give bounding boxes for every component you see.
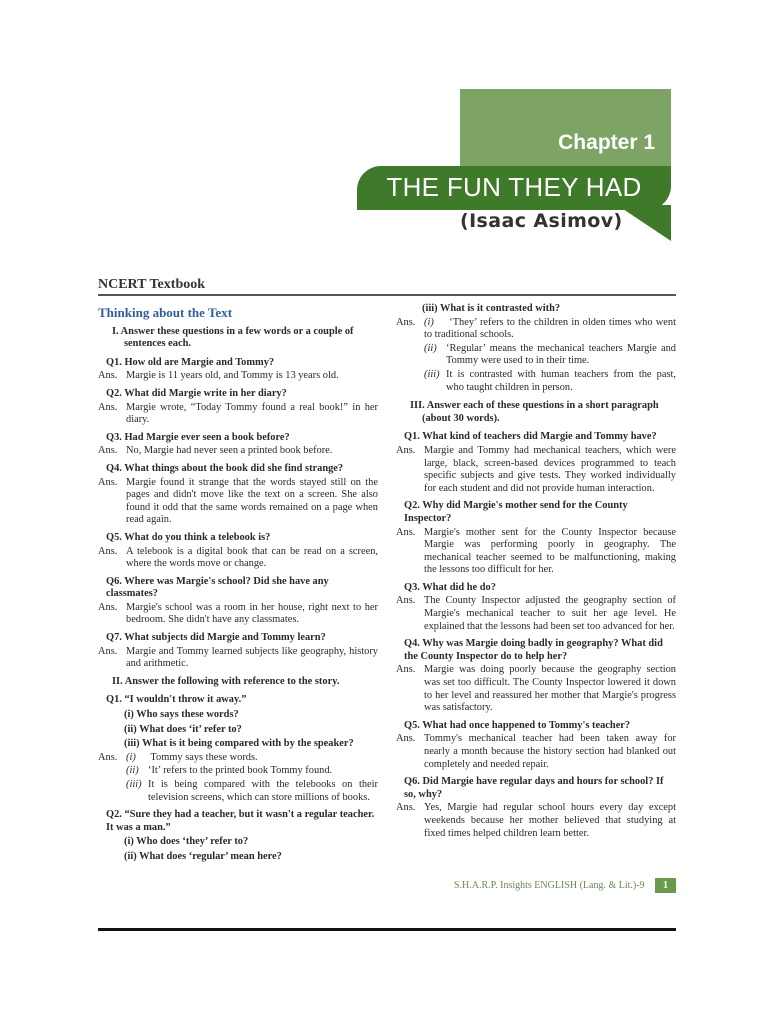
sub-question: (ii) What does ‘regular’ mean here? [124, 850, 282, 862]
question: Q6. Where was Margie's school? Did she have any classmates? [106, 575, 329, 600]
question: Q1. “I wouldn't throw it away.” [106, 694, 247, 706]
section-heading: NCERT Textbook [98, 277, 206, 292]
question: Q2. What did Margie write in her diary? [106, 387, 287, 399]
question: Q5. What do you think a telebook is? [106, 531, 271, 543]
left-column [98, 303, 378, 865]
answer: Ans. Margie and Tommy had mechanical teachers, which were large, black, screen-based devices programmed to teach specific subjects and give tests. They worked individually for each student and did not provide human interaction. [396, 444, 676, 494]
answer: Ans. Margie's mother sent for the County Inspector because Margie was performing poorly in geography. The mechanical teacher seemed to be malfunctioning, making the lessons too difficult for her. [396, 526, 676, 576]
question: Q5. What had once happened to Tommy's teacher? [404, 719, 631, 731]
answer: Ans. No, Margie had never seen a printed book before. [98, 445, 333, 457]
sub-question: (ii) What does ‘it’ refer to? [124, 723, 242, 735]
bottom-rule [98, 928, 676, 931]
chapter-banner [460, 89, 671, 174]
answer: Ans. Yes, Margie had regular school hours every day except weekends because her mother believed that studying at fixed times helped children learn better. [396, 802, 676, 839]
answer: Ans. Margie's school was a room in her house, right next to her bedroom. She didn't have any classmates. [98, 601, 378, 626]
chapter-label: Chapter 1 [558, 131, 655, 154]
question: Q4. What things about the book did she find strange? [106, 462, 344, 474]
answer: Ans. Tommy's mechanical teacher had been taken away for nearly a month because the history section had blanked out completely and needed repair. [396, 733, 676, 770]
sub-question: (iii) What is it contrasted with? [422, 303, 561, 314]
answer: Ans. Margie found it strange that the words stayed still on the pages and didn't move like the text on a screen. She also found it odd that the same words remained on a page when read again. [98, 476, 378, 526]
answer-item: (iii) It is being compared with the telebooks on their television screens, which can store millions of books. [126, 779, 378, 803]
answer: Ans. The County Inspector adjusted the geography section of Margie's mechanical teacher to suit her age level. He explained that the lessons had been set too advanced for her. [396, 595, 676, 632]
question: Q3. What did he do? [404, 581, 496, 593]
footer-text: S.H.A.R.P. Insights ENGLISH (Lang. & Lit.)-9 [454, 880, 645, 891]
answer: Ans. Margie wrote, “Today Tommy found a real book!” in her diary. [98, 401, 378, 426]
answer-item: (ii) ‘Regular’ means the mechanical teachers Margie and Tommy were used to in their time. [424, 342, 676, 367]
sub-question: (i) Who says these words? [124, 709, 239, 721]
question: Q6. Did Margie have regular days and hours for school? If so, why? [404, 776, 664, 800]
answer-item: (ii) ‘It’ refers to the printed book Tommy found. [126, 765, 333, 777]
question: Q7. What subjects did Margie and Tommy learn? [106, 632, 326, 644]
page-number: 1 [655, 878, 676, 893]
chapter-title: THE FUN THEY HAD [386, 172, 642, 202]
instruction: I. Answer these questions in a few words or a couple of sentences each. [112, 325, 354, 350]
sub-question: (i) Who does ‘they’ refer to? [124, 836, 249, 848]
title-banner [357, 166, 671, 210]
section-rule [98, 294, 676, 296]
answer-item: (iii) It is contrasted with human teachers from the past, who taught children in person. [424, 368, 676, 393]
sub-heading: Thinking about the Text [98, 305, 233, 320]
question: Q4. Why was Margie doing badly in geography? What did the County Inspector do to help her? [404, 638, 663, 662]
instruction: III. Answer each of these questions in a short paragraph (about 30 words). [410, 400, 659, 424]
sub-question: (iii) What is it being compared with by the speaker? [124, 738, 354, 750]
answer: Ans. (i) ‘They’ refers to the children in olden times who went to traditional schools. [396, 316, 676, 341]
answer: Ans. Margie and Tommy learned subjects like geography, history and arithmetic. [98, 645, 378, 670]
title-banner-tail [617, 205, 671, 241]
question: Q3. Had Margie ever seen a book before? [106, 431, 290, 443]
answer: Ans. Margie is 11 years old, and Tommy is 13 years old. [98, 370, 339, 382]
question: Q2. Why did Margie's mother send for the County Inspector? [404, 500, 628, 524]
question: Q1. How old are Margie and Tommy? [106, 356, 275, 368]
answer: Ans. Margie was doing poorly because the geography section was set too difficult. The County Inspector lowered it down to her level and reassured her mother that Margie's progress was satisfactory. [396, 664, 676, 714]
right-column [396, 303, 676, 840]
question: Q1. What kind of teachers did Margie and Tommy have? [404, 431, 657, 443]
question: Q2. “Sure they had a teacher, but it wasn't a regular teacher. It was a man.” [106, 809, 375, 833]
author-name: (Isaac Asimov) [460, 210, 623, 232]
instruction: II. Answer the following with reference to the story. [112, 675, 340, 687]
answer: Ans. (i) Tommy says these words. [98, 751, 258, 763]
answer: Ans. A telebook is a digital book that can be read on a screen, where the words move or change. [98, 545, 378, 570]
